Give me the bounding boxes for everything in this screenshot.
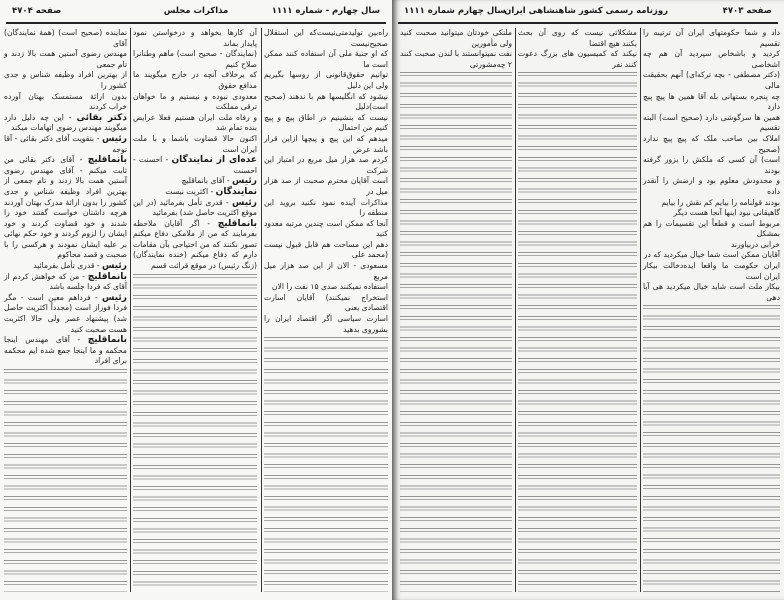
text-line: ملتکی خودتان میتوانید صحبت کنید ولی مأمورین [400,28,512,48]
text-line: بودند قولنامه را بیایم کم نقش را بیایم [661,197,780,207]
text-line: استفاده نمیکنند صدی ۱۵ نفت را الان [271,282,388,292]
speech-text: - آقای دکتر بقائی من ثابت میکنم - آقای مهندس رضوی آستین همت بالا زدند و تام جمعی از بهترین افراد وظیفه شناس و جدی کشور را بدون ارائهٔ مدرک بهتان آوردند هرچه داشتان خواست گفتند خود را شدند و خود قضاوت کردند و خود ایشان را لزوم کردند و خود حکم نهائی بر علیه ایشان نمودند و هرکسی را با صحبت و قصد محاکوم [4,155,127,260]
text-block [133,274,257,592]
speaker-name: بانماقلیچ [87,271,128,282]
text-block [518,72,637,592]
text-block [643,305,780,592]
text-line: است آقایان محترم صحبت از صد هزار میل در [264,176,388,196]
speech-text: - من که خواهش کردم از آقای که فردا جلسه باشد [4,271,127,292]
speech-text: - اگر آقایان ملاحظه بفرمایند که من از ملامکی دفاع میکنم تصور نکنند که من احتیاجی بآن مقامات دارم که دفاع میکنم (خنده نمایندگان) (زنگ رئیس) در موقع قرائت قسم [133,218,257,271]
header-rule [398,22,778,24]
speech-text: - آقای مهندس اینجا محکمه و ما اینجا جمع شده ایم محکمه برای افراد [4,335,127,366]
speaker-name: رئیس [102,292,127,303]
text-line: آقایان ممکن است شما خیال میکردید که در [643,250,780,260]
speaker-name: بانماقلیچ [217,218,257,229]
text-line: نیست که بنشینیم در اطاق پیچ و پیچ کنیم من احتمال [264,112,388,133]
speaker-name: رئیس [102,133,127,144]
text-line: کردید و باشخاص سپردید آن هم چه اشخاصی [643,49,780,69]
text-line: نیشود که انگلیسها هم با ندهند (صحیح است)دلیل [264,91,388,112]
text-line: راه‌بین تولیدمتی‌نیست‌که این استقلال صحیح‌نیست [264,28,388,48]
text-line: مذاکرات آینده نمود نکنید بروید این منطقه را [264,197,388,218]
speech-text: - آقای بانماقلیچ [181,176,230,186]
speaker-paragraph [133,176,257,187]
text-line: معدودی نبوده و نیستیم و ما خواهان ترقی مملکت [133,91,257,112]
page-number: صفحه ۴۷۰۴ [12,6,62,16]
column-1 [643,28,780,592]
speaker-paragraph [133,187,257,198]
speaker-name: بانماقلیچ [87,335,127,346]
text-line: مشکلاتی نیست که روی آن بحث بکنند هیچ اقتضا [518,28,637,48]
text-line: مربوط است و قطعاً این تقسیمات را هم بمشکل [643,218,780,239]
speaker-paragraph [4,272,127,293]
speaker-name: عده‌ای از نمایندگان [171,155,257,166]
text-line: ایران حکومت ما واقعا ایده‌دخالت بیکار ایران است [643,261,780,281]
column-1 [264,28,388,592]
speaker-paragraph [4,134,127,155]
column-3 [4,28,127,592]
text-line: و رفاه ملت ایران هستیم فعلا عرایض بنده تمام شد [133,112,257,133]
text-line: اسارت سیاسی اگر اقتصاد ایران را بشوروی بدهید [264,314,388,334]
text-line: میدهم که این پیچ و پیچها ازاین قرار باشد عرض [264,133,388,154]
text-line: گاهیقانی نبود اینها آنجا هست دیگر [673,208,780,218]
speaker-paragraph [133,198,257,219]
text-line: چه پنجره بستهانی بله آقا همین ها پیچ پیچ دارد [643,91,780,112]
text-line: است) آن کسی که ملکش را بزور گرفته بودند [643,155,780,175]
speaker-name: بانماقلیچ [87,155,127,166]
text-line: استخراج نمیکنند) آقایان اسارت اقتصادی یعنی [264,292,388,313]
column-divider [640,28,641,592]
text-line: توانیم حقوق‌قانونی از روسها بگیریم ولی این دلیل [264,70,388,90]
text-line: نفت نمیتوانستند با لندن صحبت کنند ۲ چه‌مشورتی [400,49,512,69]
speaker-name: رئیس [102,261,127,272]
speech-text: - بتقویت آقای دکتر بقائی - آقا توجه [4,133,127,154]
text-line: نماینده (صحیح است) (همهٔ نمایندگان) آقای [4,28,127,48]
text-line: مسعودی - الان از این صد هزار میل مربع [264,261,388,281]
speech-text: - قدری تأمل بفرمائید (در این موقع اکثریت حاصل شد) بفرمائید [133,197,257,218]
speaker-paragraph [4,155,127,261]
text-line: که برخلاف آنچه در خارج میگویند ما مدافع حقوق [133,70,257,90]
section-title: مذاکرات مجلس [163,6,229,16]
column-divider [515,28,516,592]
column-divider [261,28,262,592]
text-line: خرابی دربیاورند [730,239,780,249]
text-line: از بهترین افراد وظیفه شناس و جدی کشور را [4,70,127,90]
text-line: آنجا که ممکن است چندین مرتبه معدود کنید [264,218,388,239]
column-2 [133,28,257,592]
newspaper-title: روزنامه رسمی کشور شاهنشاهی ایران [504,6,668,16]
text-line: دهم این مساحت هم قابل قبول نیست (محمد علی [264,239,388,260]
text-line: بدون ارائهٔ مستمسک بهتان آورده خراب کردند [4,91,127,112]
text-line: مهندس رضوی آستین همت بالا زدند و تام جمعی [4,49,127,69]
text-line: نیکند که کمیسیون های بزرگ دعوت کنند نفر [518,49,637,69]
text-line: همین ها سرگوشی دارد (صحیح است) البته تقسیم [643,112,780,133]
speech-text: - قدری تأمل بفرمائید [33,261,100,271]
issue-label: سال چهارم - شماره ۱۱۱۱ [271,6,380,16]
text-line: املاک بین صاحب ملک که پیچ پیچ ندارد (صحیح [643,133,780,154]
page-header [8,4,384,20]
text-line: بیکار ملت است شاید خیال میکردید هی آیا دهی [643,282,780,302]
page-number: صفحه ۴۷۰۳ [722,6,772,16]
speaker-paragraph [4,113,127,134]
speaker-name: رئیس [232,176,257,187]
speech-text: - فرداهم معین است - مگر فردا فوراز است (مجدداً اکثریت حاصل شد) پیشنهاد عصر ولی حالا اکثریت هست صحبت کنید [4,292,127,334]
text-line: (نمایندگان - صحیح است) ماهم وطنانرا صلاح کنیم [133,49,257,69]
text-block [4,369,127,592]
right-page [392,0,784,600]
text-block [264,337,388,592]
speaker-paragraph [4,293,127,335]
text-line: آن کارها بخواهد و درخواستن نمود پایدار بماند [133,28,257,48]
text-line: کردم صد هزار میل مربع در امتیاز این شرکت [264,155,388,175]
header-rule [6,22,386,24]
speaker-paragraph [133,155,257,176]
page-header [400,4,776,20]
speech-text: - احسنت - احسنت [133,155,257,175]
text-line: و محدودش معلوم بود و ارضش را آنقدر داده [643,176,780,196]
speech-text: - اکثریت نیست [165,186,214,196]
text-line: (دکتر مصطفی - بچه ترکه‌ای) آنهم بحقیقت مالی [643,70,780,90]
text-line: داد و شما حکومتهای ایران آن ترتیبه را تقسیم [643,28,780,48]
speech-text: - این چه دلیل دارد میگویند مهندس رضوی اتهامات میکند [4,112,127,133]
column-3 [400,28,512,592]
column-divider [130,28,131,592]
text-line: که او جنبهٔ ملی آن استفاده کنند ممکن است ما [264,49,388,69]
speaker-name: نمایندگان [215,186,257,197]
text-block [400,72,512,592]
speaker-paragraph [4,335,127,367]
speaker-paragraph [133,219,257,272]
column-2 [518,28,637,592]
speaker-name: دکتر بقائی [76,112,127,123]
speaker-paragraph [4,261,127,272]
issue-label: سال چهارم شماره ۱۱۱۱ [404,6,506,16]
text-line: اکنون حالا قضاوت باشما و با ملت ایران است [133,133,257,154]
speaker-name: رئیس [232,197,257,208]
